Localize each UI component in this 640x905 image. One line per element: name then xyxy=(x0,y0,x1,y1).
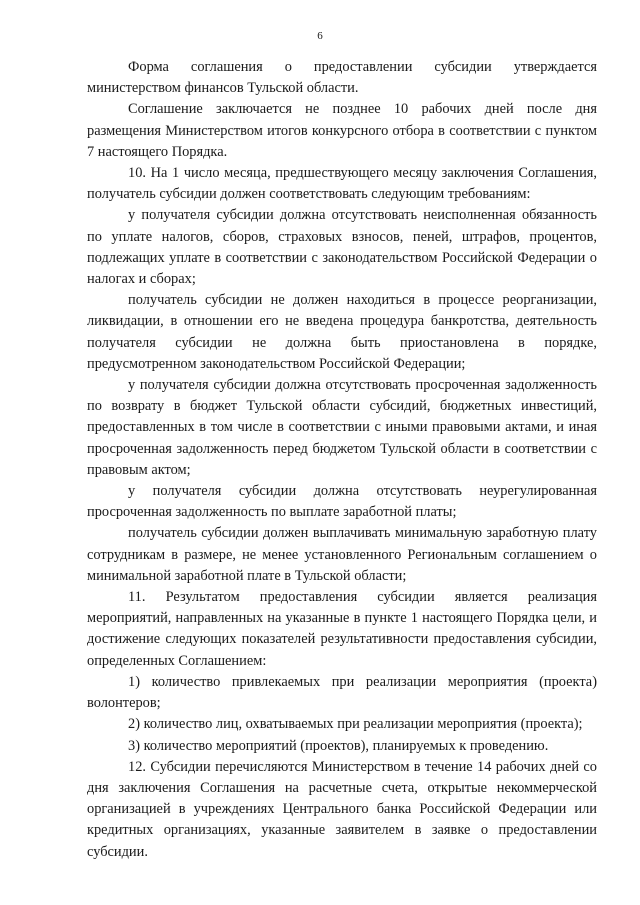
paragraph-form-of-agreement: Форма соглашения о предоставлении субсидии утверждается министерством финансов Тульской области. xyxy=(87,59,597,97)
paragraph-11-results: 11. Результатом предоставления субсидии является реализация мероприятий, направленных на указанные в пункте 1 настоящего Порядка цели, и достижение следующих показателей результативности предоставления субсидии, определенных Соглашением: xyxy=(87,589,597,669)
paragraph-indicator-volunteers: 1) количество привлекаемых при реализации мероприятия (проекта) волонтеров; xyxy=(87,673,597,712)
paragraph-tax-obligations: у получателя субсидии должна отсутствовать неисполненная обязанность по уплате налогов, сборов, страховых взносов, пеней, штрафов, процентов, подлежащих уплате в соответствии с законодательством Российской Федерации о налогах и сборах; xyxy=(87,207,597,288)
page-number: 6 xyxy=(317,30,323,42)
paragraph-reorganization: получатель субсидии не должен находиться в процессе реорганизации, ликвидации, в отношении его не введена процедура банкротства, деятельность получателя субсидии не должна быть приостановлена в порядке, предусмотренном законодательством Российской Федерации; xyxy=(87,292,597,372)
paragraph-minimum-wage: получатель субсидии должен выплачивать минимальную заработную плату сотрудникам в размере, не менее установленного Региональным соглашением о минимальной заработной плате в Тульской области; xyxy=(87,525,597,584)
paragraph-10-requirements: 10. На 1 число месяца, предшествующего месяцу заключения Соглашения, получатель субсидии должен соответствовать следующим требованиям: xyxy=(87,165,597,203)
paragraph-12-transfer: 12. Субсидии перечисляются Министерством в течение 14 рабочих дней со дня заключения Соглашения на расчетные счета, открытые некоммерческой организацией в учреждениях Центрального банка Российской Федерации или кредитных организациях, указанные заявителем в заявке о предоставлении субсидии. xyxy=(87,758,597,860)
paragraph-indicator-events: 3) количество мероприятий (проектов), планируемых к проведению. xyxy=(128,737,549,754)
paragraph-wage-debt: у получателя субсидии должна отсутствовать неурегулированная просроченная задолженность по выплате заработной платы; xyxy=(87,483,597,521)
document-body xyxy=(87,57,597,863)
paragraph-agreement-deadline: Соглашение заключается не позднее 10 рабочих дней после дня размещения Министерством итогов конкурсного отбора в соответствии с пунктом 7 настоящего Порядка. xyxy=(87,101,597,160)
paragraph-indicator-people: 2) количество лиц, охватываемых при реализации мероприятия (проекта); xyxy=(128,716,583,733)
paragraph-overdue-debt: у получателя субсидии должна отсутствовать просроченная задолженность по возврату в бюджет Тульской области субсидий, бюджетных инвестиций, предоставленных в том числе в соответствии с иными правовыми актами, и иная просроченная задолженность перед бюджетом Тульской области в соответствии с правовым актом; xyxy=(87,377,597,478)
